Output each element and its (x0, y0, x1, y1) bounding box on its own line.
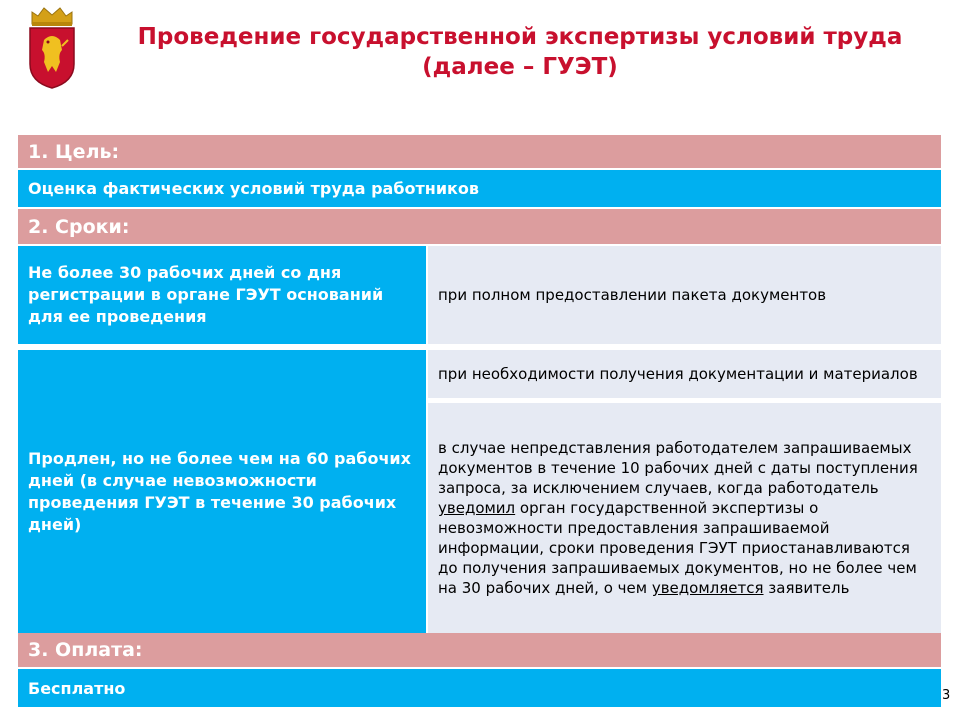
title-line-2: (далее – ГУЭТ) (422, 54, 618, 80)
terms-row1-right-text: при полном предоставлении пакета документов (438, 286, 827, 304)
section-goal-heading: 1. Цель: (18, 135, 941, 168)
terms-row2-left (18, 350, 426, 633)
text-part-1: в случае непредставления работодателем запрашиваемых документов в течение 10 рабочих дней с даты поступления запроса, за исключением случаев, когда работодатель (438, 439, 918, 497)
underlined-notified: уведомил (438, 499, 516, 517)
terms-row2-right-top-text: при необходимости получения документации и материалов (438, 365, 918, 383)
terms-row1-left (18, 246, 426, 344)
terms-row1-right (428, 246, 941, 344)
page-title (100, 22, 940, 82)
section-payment-text: Бесплатно (18, 669, 941, 707)
terms-row2-right-top (428, 350, 941, 398)
terms-row2-right-bottom-text (438, 438, 929, 598)
terms-row2-left-text: Продлен, но не более чем на 60 рабочих дней (в случае невозможности проведения ГУЭТ в течение 30 рабочих дней) (28, 448, 411, 534)
terms-row2-right-bottom (428, 403, 941, 633)
section-goal-text: Оценка фактических условий труда работников (18, 170, 941, 207)
title-line-1: Проведение государственной экспертизы условий труда (137, 24, 903, 50)
text-part-2: орган государственной экспертизы о невозможности предоставления запрашиваемой информации, сроки проведения ГЭУТ приостанавливаются до получения запрашиваемых документов, но не более чем на 30 рабочих дней, о чем (438, 499, 917, 597)
page-number: 3 (942, 688, 951, 703)
section-terms-heading: 2. Сроки: (18, 209, 941, 244)
section-payment-heading: 3. Оплата: (18, 633, 941, 667)
text-part-3: заявитель (763, 579, 850, 597)
city-coat-of-arms-icon (24, 6, 80, 90)
terms-row1-left-text: Не более 30 рабочих дней со дня регистрации в органе ГЭУТ оснований для ее проведения (28, 263, 384, 326)
underlined-notify: уведомляется (651, 579, 764, 597)
